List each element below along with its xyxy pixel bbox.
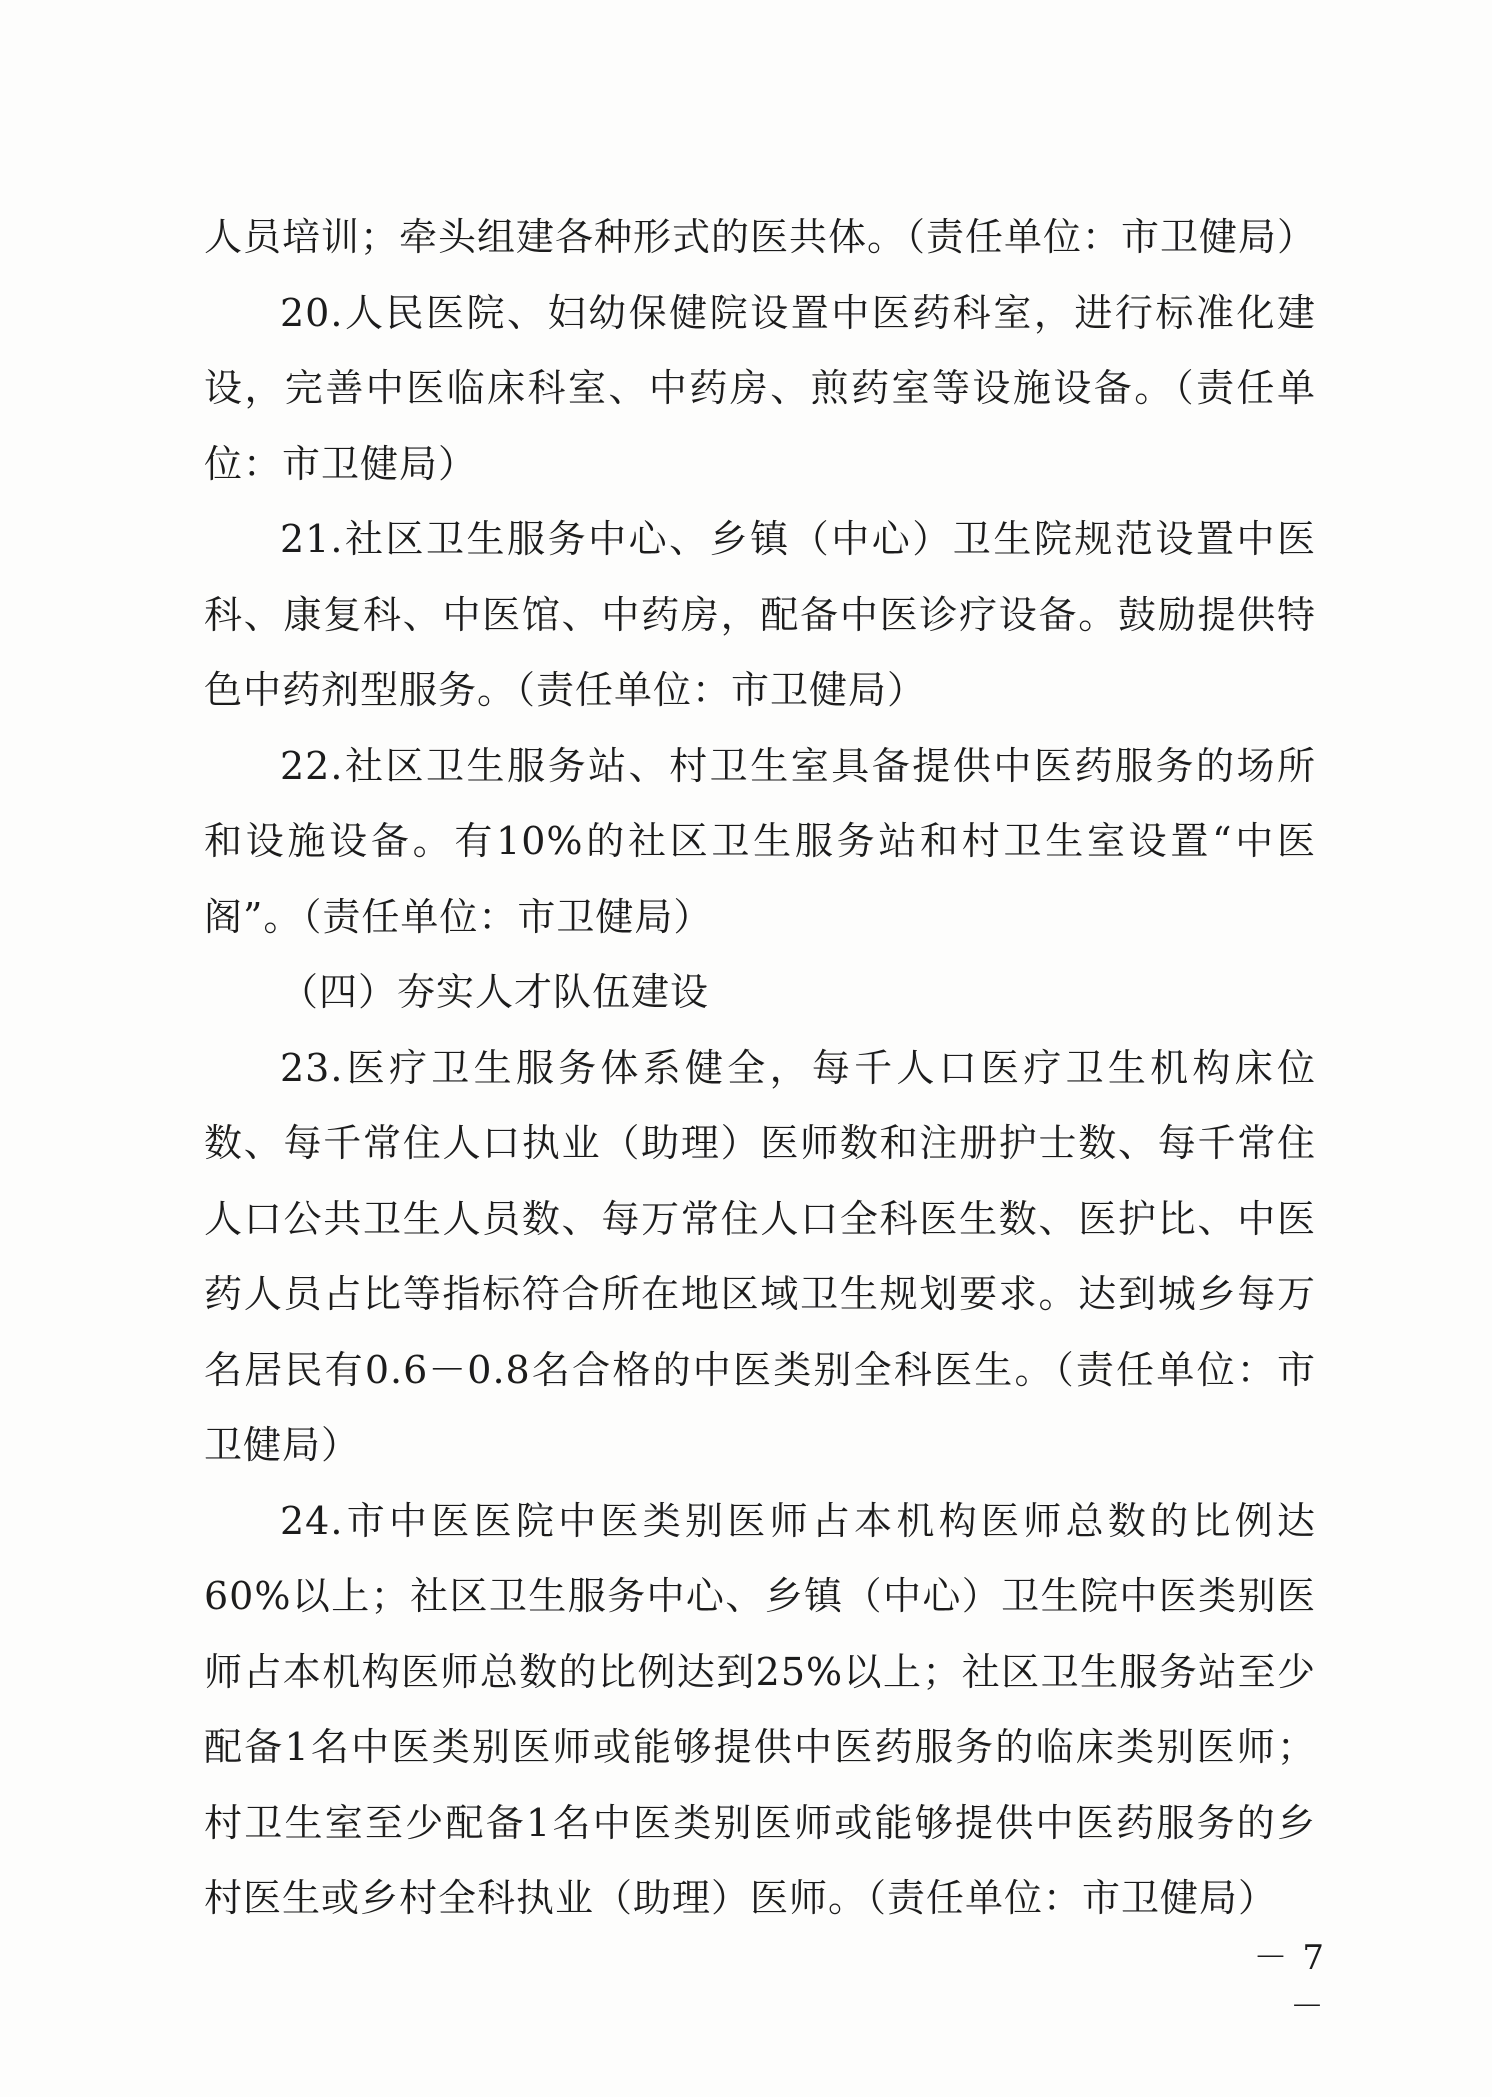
paragraph-continuation: 人员培训；牵头组建各种形式的医共体。（责任单位：市卫健局） bbox=[204, 215, 1317, 259]
page-number: － 7 － bbox=[1253, 1938, 1326, 2027]
paragraph-item-24: 24.市中医医院中医类别医师占本机构医师总数的比例达60%以上；社区卫生服务中心、乡镇（中心）卫生院中医类别医师占本机构医师总数的比例达到25%以上；社区卫生服务站至少配备1名中医类别医师或能够提供中医药服务的临床类别医师；村卫生室至少配备1名中医类别医师或能够提供中医药服务的乡村医生或乡村全科执业（助理）医师。（责任单位：市卫健局） bbox=[204, 1498, 1316, 1920]
paragraph-item-22: 22.社区卫生服务站、村卫生室具备提供中医药服务的场所和设施设备。有10%的社区卫生服务站和村卫生室设置“中医阁”。（责任单位：市卫健局） bbox=[204, 743, 1316, 939]
paragraph-item-23: 23.医疗卫生服务体系健全，每千人口医疗卫生机构床位数、每千常住人口执业（助理）医师数和注册护士数、每千常住人口公共卫生人员数、每万常住人口全科医生数、医护比、中医药人员占比等指标符合所在地区域卫生规划要求。达到城乡每万名居民有0.6－0.8名合格的中医类别全科医生。（责任单位：市卫健局） bbox=[204, 1045, 1316, 1467]
document-body bbox=[204, 200, 1316, 1937]
paragraph-item-21: 21.社区卫生服务中心、乡镇（中心）卫生院规范设置中医科、康复科、中医馆、中药房，配备中医诊疗设备。鼓励提供特色中药剂型服务。（责任单位：市卫健局） bbox=[204, 517, 1316, 712]
paragraph-item-20: 20.人民医院、妇幼保健院设置中医药科室，进行标准化建设，完善中医临床科室、中药房、煎药室等设施设备。（责任单位：市卫健局） bbox=[204, 290, 1316, 486]
section-heading: （四）夯实人才队伍建设 bbox=[280, 970, 710, 1014]
